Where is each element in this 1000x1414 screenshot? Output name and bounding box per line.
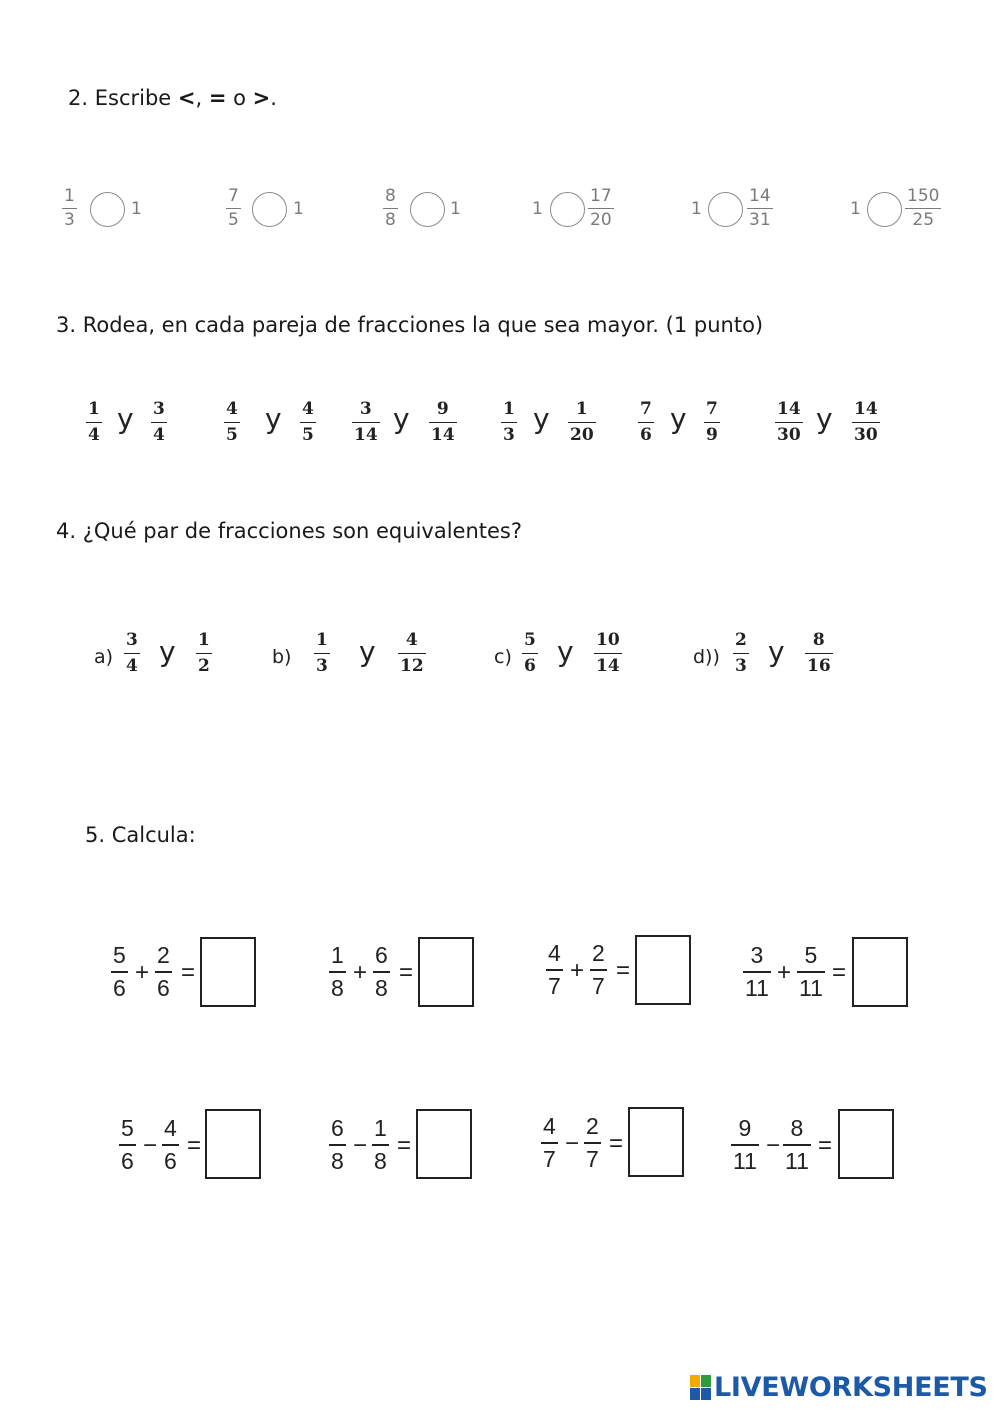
fraction: 2 7: [586, 1113, 599, 1172]
exercise-2-title: 2. Escribe <, = o >.: [68, 86, 277, 110]
fraction-option[interactable]: 3 4: [153, 399, 165, 445]
number: 1: [691, 199, 702, 219]
compare-circle-5[interactable]: [708, 192, 743, 227]
fraction: 3 4: [126, 630, 138, 676]
brand-wordmark: LIVEWORKSHEETS: [714, 1372, 988, 1403]
fraction-option[interactable]: 4 5: [226, 399, 238, 445]
answer-box[interactable]: [416, 1109, 472, 1179]
fraction-option[interactable]: 1 4: [88, 399, 100, 445]
fraction: 2 3: [735, 630, 747, 676]
operator: −: [143, 1132, 158, 1159]
operator: −: [353, 1132, 368, 1159]
equals: =: [616, 957, 631, 984]
fraction: 7 5: [228, 186, 239, 230]
answer-box[interactable]: [418, 937, 474, 1007]
number: 1: [850, 199, 861, 219]
fraction: 2 6: [157, 942, 170, 1001]
operator: +: [570, 957, 585, 984]
fraction: 150 25: [907, 186, 940, 230]
option-label[interactable]: d)): [693, 646, 720, 668]
fraction: 5 11: [799, 942, 823, 1001]
option-label[interactable]: a): [94, 646, 114, 668]
fraction-option[interactable]: 1 3: [503, 399, 515, 445]
operator: +: [353, 959, 368, 986]
answer-box[interactable]: [635, 935, 691, 1005]
fraction: 1 3: [64, 186, 75, 230]
fraction: 5 6: [524, 630, 536, 676]
liveworksheets-logo-icon: [690, 1375, 711, 1400]
fraction-option[interactable]: 7 9: [706, 399, 718, 445]
operator: +: [777, 959, 792, 986]
compare-circle-6[interactable]: [867, 192, 902, 227]
equals: =: [181, 959, 196, 986]
fraction: 6 8: [331, 1115, 344, 1174]
number: 1: [131, 199, 142, 219]
fraction: 6 8: [375, 942, 388, 1001]
fraction: 4 12: [400, 630, 424, 676]
fraction-option[interactable]: 9 14: [431, 399, 455, 445]
fraction: 8 16: [807, 630, 831, 676]
answer-box[interactable]: [628, 1107, 684, 1177]
fraction: 4 7: [548, 940, 561, 999]
fraction: 1 2: [198, 630, 210, 676]
equals: =: [397, 1132, 412, 1159]
y-connector: y: [393, 402, 410, 435]
number: 1: [532, 199, 543, 219]
fraction: 17 20: [590, 186, 612, 230]
fraction: 10 14: [596, 630, 620, 676]
y-connector: y: [117, 402, 134, 435]
exercise-3-title: 3. Rodea, en cada pareja de fracciones la que sea mayor. (1 punto): [56, 313, 764, 337]
fraction-option[interactable]: 1 20: [570, 399, 594, 445]
number: 1: [293, 199, 304, 219]
fraction-option[interactable]: 14 30: [777, 399, 801, 445]
y-connector: y: [359, 635, 376, 668]
fraction-option[interactable]: 7 6: [640, 399, 652, 445]
fraction: 2 7: [592, 940, 605, 999]
fraction: 5 6: [113, 942, 126, 1001]
fraction: 9 11: [733, 1115, 757, 1174]
exercise-5-title: 5. Calcula:: [85, 823, 196, 847]
equals: =: [818, 1132, 833, 1159]
fraction: 4 6: [164, 1115, 177, 1174]
fraction-option[interactable]: 3 14: [354, 399, 378, 445]
option-label[interactable]: b): [272, 646, 292, 668]
fraction: 4 7: [543, 1113, 556, 1172]
fraction: 1 3: [316, 630, 328, 676]
answer-box[interactable]: [838, 1109, 894, 1179]
compare-circle-1[interactable]: [90, 192, 125, 227]
equals: =: [609, 1130, 624, 1157]
operator: −: [766, 1132, 781, 1159]
number: 1: [450, 199, 461, 219]
answer-box[interactable]: [205, 1109, 261, 1179]
y-connector: y: [159, 635, 176, 668]
fraction: 5 6: [121, 1115, 134, 1174]
equals: =: [187, 1132, 202, 1159]
y-connector: y: [533, 402, 550, 435]
y-connector: y: [265, 402, 282, 435]
y-connector: y: [557, 635, 574, 668]
answer-box[interactable]: [852, 937, 908, 1007]
fraction: 1 8: [374, 1115, 387, 1174]
y-connector: y: [670, 402, 687, 435]
operator: −: [565, 1130, 580, 1157]
y-connector: y: [768, 635, 785, 668]
equals: =: [399, 959, 414, 986]
y-connector: y: [816, 402, 833, 435]
fraction: 8 8: [385, 186, 396, 230]
compare-circle-2[interactable]: [252, 192, 287, 227]
liveworksheets-brand: [690, 1372, 988, 1403]
fraction-option[interactable]: 4 5: [302, 399, 314, 445]
fraction: 8 11: [785, 1115, 809, 1174]
fraction: 3 11: [745, 942, 769, 1001]
fraction-option[interactable]: 14 30: [854, 399, 878, 445]
exercise-4-title: 4. ¿Qué par de fracciones son equivalentes?: [56, 519, 523, 543]
option-label[interactable]: c): [494, 646, 512, 668]
answer-box[interactable]: [200, 937, 256, 1007]
compare-circle-3[interactable]: [410, 192, 445, 227]
compare-circle-4[interactable]: [550, 192, 585, 227]
operator: +: [135, 959, 150, 986]
equals: =: [832, 959, 847, 986]
fraction: 14 31: [749, 186, 771, 230]
fraction: 1 8: [331, 942, 344, 1001]
